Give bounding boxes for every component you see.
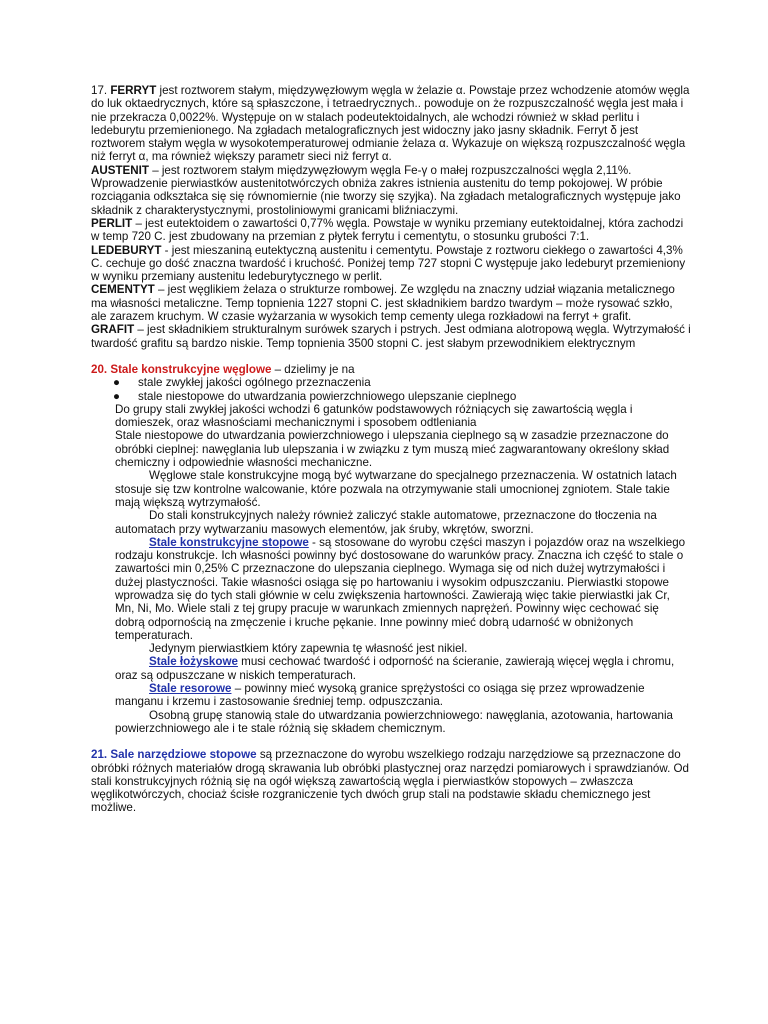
section-21 [91,748,691,814]
section-21-text: są przeznaczone do wyrobu wszelkiego rodzaju narzędziowe są przeznaczone do obróbki różnych materiałów drogą skrawania lub obróbki plastycznej oraz narzędzi pomiarowych i sprawdzianów. Od stali konstrukcyjnych różnią się na ogół większą zawartością węgla i pierwiastków stopowych – zwłaszcza węglikotwórczych, chociaż ścisłe rozgraniczenie tych dwóch grup stali na podstawie składu chemicznego jest możliwe. [91,748,690,815]
section-20-body [91,403,691,735]
term-austenit: AUSTENIT [91,163,149,177]
list-item-text: stale niestopowe do utwardzania powierzchniowego ulepszanie cieplnego [138,389,517,403]
perlit-text: – jest eutektoidem o zawartości 0,77% węgla. Powstaje w wyniku przemiany eutektoidalnej, która zachodzi w temp 720 C. jest zbudowany na przemian z płytek ferrytu i cementytu, o stosunku grubości 7:1. [91,216,684,244]
term-stale-lozyskowe: Stale łożyskowe [149,655,238,669]
austenit-text: – jest roztworem stałym międzywęzłowym węgla Fe-γ o małej rozpuszczalności węgla 2,11%. Wprowadzenie pierwiastków austenitotwórczych obniża zakres istnienia austenitu do temp pokojowej. W próbie rozciągania odkształca się się równomiernie (nie tworzy się szyjka). Na zgładach metalograficznych występuje jako składnik z charakterystycznymi, prostoliniowymi granicami bliźniaczymi. [91,163,681,217]
bullet-icon: ● [113,389,121,403]
term-perlit: PERLIT [91,216,133,230]
term-stale-resorowe: Stale resorowe [149,682,232,696]
paragraph-powierzchniowe: Osobną grupę stanowią stale do utwardzania powierzchniowego: nawęglania, azotowania, hartowania powierzchniowego ale i te stale różnią się składem chemicznym. [115,708,673,735]
paragraph-nikiel: Jedynym pierwiastkiem który zapewnia tę własność jest nikiel. [149,642,468,656]
term-stale-konstrukcyjne-stopowe: Stale konstrukcyjne stopowe [149,535,309,549]
paragraph-ledeburyt [91,244,691,284]
paragraph-resorowe [115,682,691,709]
paragraph-niestopowe: Stale niestopowe do utwardzania powierzchniowego i ulepszania cieplnego są w zasadzie przeznaczone do obróbki cieplnej: nawęglania lub ulepszania i w związku z tym muszą mieć zagwarantowany określony skład chemiczny i odpowiednie własności mechaniczne. [115,429,670,470]
paragraph-automatowe: Do stali konstrukcyjnych należy również zaliczyć stakle automatowe, przeznaczone do tłoczenia na automatach przy wytwarzaniu masowych elementów, jak śruby, wkrętów, sworzni. [115,509,657,536]
paragraph-weglowe: Węglowe stale konstrukcyjne mogą być wytwarzane do specjalnego przeznaczenia. W ostatnich latach stosuje się tzw kontrolne walcowanie, które pozwala na otrzymywanie stali umocnionej zgniotem. Stale takie mają większą wytrzymałość. [115,469,677,509]
list-item-text: stale zwykłej jakości ogólnego przeznaczenia [138,376,371,390]
ferryt-text: jest roztworem stałym, międzywęzłowym węgla w żelazie α. Powstaje przez wchodzenie atomów węgla do luk oktaedrycznych, które są spłaszczone, i tetraedrycznych.. powoduje on że rozpuszczalność węgla jest mała i nie przekracza 0,0022%. Występuje on w stalach podeutektoidalnych, ale wchodzi również w skład perlitu i ledeburytu przemienionego. Na zgładach metalograficznych jest widoczny jako jasny składnik. Ferryt δ jest roztworem stałym węgla w wysokotemperaturowej odmianie żelaza α. Wykazuje on większą rozpuszczalność węgla niż ferryt α, ma również większy parametr sieci niż ferryt α. [91,84,690,164]
section-20-intro-text: – dzielimy je na [271,362,355,376]
paragraph-spacer [91,735,691,748]
paragraph-zwykla-jakosc: Do grupy stali zwykłej jakości wchodzi 6 gatunków podstawowych różniących się zawartością węgla i domieszek, oraz własnościami mechanicznymi i sposobem odtleniania [115,402,633,430]
paragraph-austenit [91,164,691,217]
section-20-intro [91,363,691,376]
stopowe-text: - są stosowane do wyrobu części maszyn i pojazdów oraz na wszelkiego rodzaju konstrukcje. Ich własności powinny być dostosowane do warunków pracy. Znaczna ich część to stale o zawartości min 0,25% C przeznaczone do ulepszania cieplnego. Wymaga się od nich dużej wytrzymałości i dużej plastyczności. Takie własności osiąga się po hartowaniu i wysokim odpuszczaniu. Pierwiastki stopowe wprowadza się do tych stali głównie w celu zwiększenia hartowności. Zawierają więc takie pierwiastki jak Cr, Mn, Ni, Mo. Wiele stali z tej grupy pracuje w warunkach zmiennych naprężeń. Powinny więc cechować się dobrą odpornością na zmęczenie i kruche pękanie. Inne powinny mieć dobrą udarność w obniżonych temperaturach. [115,535,686,642]
list-item [91,376,691,389]
term-grafit: GRAFIT [91,323,135,337]
term-cementyt: CEMENTYT [91,283,155,297]
term-ledeburyt: LEDEBURYT [91,243,162,257]
list-item [91,390,691,403]
paragraph-perlit [91,217,691,244]
section-20-heading: 20. Stale konstrukcyjne węglowe [91,362,272,376]
paragraph-grafit [91,323,691,350]
paragraph-spacer [91,350,691,363]
paragraph-ferryt [91,84,691,164]
resorowe-text: – powinny mieć wysoką granice sprężystości co osiąga się przez wprowadzenie manganu i krzemu i zastosowanie średniej temp. odpuszczania. [115,682,645,709]
paragraph-stopowe [115,536,691,642]
paragraph-lozyskowe [115,655,691,682]
lozyskowe-text: musi cechować twardość i odporność na ścieranie, zawierają więcej węgla i chromu, oraz są odpuszczane w niskich temperaturach. [115,655,675,682]
cementyt-text: – jest węglikiem żelaza o strukturze rombowej. Ze względu na znaczny udział wiązania metalicznego ma własności metaliczne. Temp topnienia 1227 stopni C. jest składnikiem bardzo twardym – może rysować szkło, ale zarazem kruchym. W czasie wyżarzania w wysokich temp cementy ulega rozkładowi na ferryt + grafit. [91,283,675,324]
grafit-text: – jest składnikiem strukturalnym surówek szarych i pstrych. Jest odmiana alotropową węgla. Wytrzymałość i twardość grafitu są bardzo niskie. Temp topnienia 3500 stopni C. jest słabym przewodnikiem elektrycznym [91,323,691,350]
document [91,84,691,815]
paragraph-cementyt [91,283,691,323]
section-21-heading: 21. Sale narzędziowe stopowe [91,748,257,762]
section-number: 17. [91,84,111,97]
ledeburyt-text: - jest mieszaniną eutektyczną austenitu i cementytu. Powstaje z roztworu ciekłego o zawartości 4,3% C. cechuje go dość znaczna twardość i kruchość. Poniżej temp 727 stopni C występuje jako ledeburyt przemieniony w wyniku przemiany austenitu ledeburytycznego w perlit. [91,243,686,284]
bullet-icon: ● [113,376,121,390]
term-ferryt: FERRYT [110,84,157,97]
steel-type-list [91,376,691,403]
